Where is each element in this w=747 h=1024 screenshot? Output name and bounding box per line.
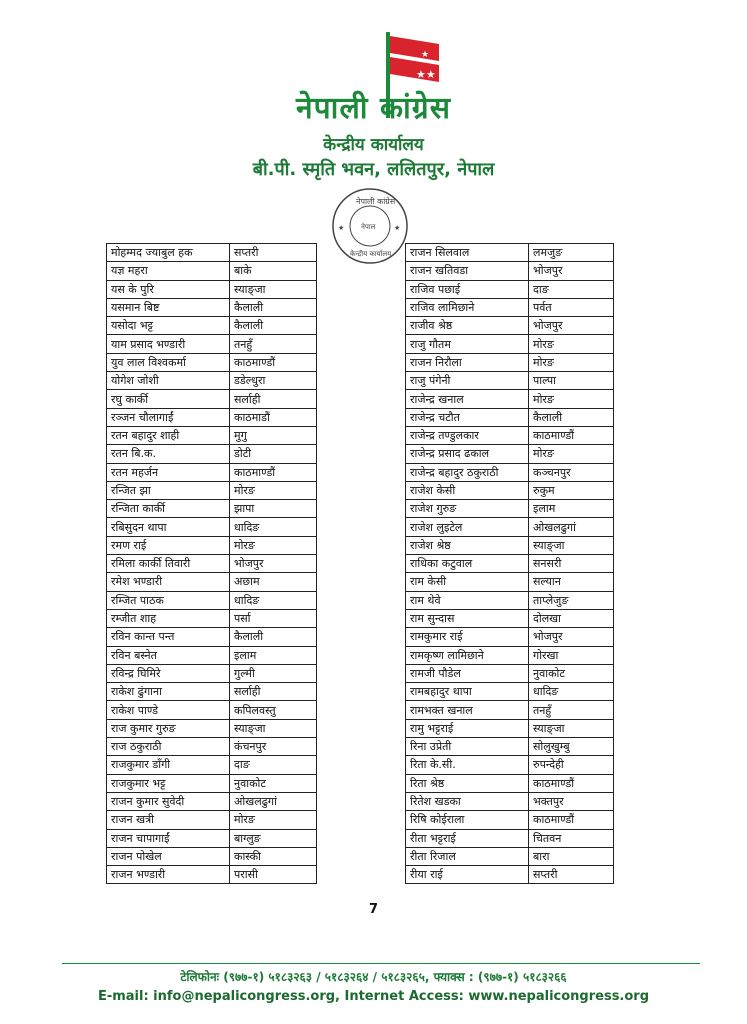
member-district: रुकुम xyxy=(529,481,614,499)
member-district: सप्तरी xyxy=(230,244,317,262)
member-name: रामकृष्ण लामिछाने xyxy=(406,646,529,664)
member-district: कैलाली xyxy=(230,628,317,646)
office-title: केन्द्रीय कार्यालय xyxy=(323,135,424,155)
table-row xyxy=(107,701,317,719)
member-district: मोरङ xyxy=(230,481,317,499)
member-name: योगेश जोशी xyxy=(107,372,230,390)
table-row xyxy=(107,353,317,371)
member-name: राकेश पाण्डे xyxy=(107,701,230,719)
member-district: मोरङ xyxy=(529,353,614,371)
member-name: रमिला कार्की तिवारी xyxy=(107,555,230,573)
table-row xyxy=(406,719,614,737)
member-name: रिता श्रेष्ठ xyxy=(406,774,529,792)
member-district: बाग्लुङ xyxy=(230,829,317,847)
member-name: राजिव लामिछाने xyxy=(406,298,529,316)
table-row xyxy=(406,481,614,499)
member-district: काठमाण्डौं xyxy=(529,774,614,792)
table-row xyxy=(406,463,614,481)
table-row xyxy=(406,390,614,408)
member-district: सप्तरी xyxy=(529,866,614,884)
member-district: झापा xyxy=(230,500,317,518)
member-district: काठमाण्डौं xyxy=(529,426,614,444)
office-seal-stamp xyxy=(330,186,410,266)
table-row xyxy=(107,756,317,774)
member-district: पाल्पा xyxy=(529,372,614,390)
member-name: रामबहादुर थापा xyxy=(406,683,529,701)
member-name: रमेश भण्डारी xyxy=(107,573,230,591)
member-district: मुगु xyxy=(230,426,317,444)
member-district: मोरङ xyxy=(529,335,614,353)
member-district: मोरङ xyxy=(529,445,614,463)
member-district: काठमाण्डौं xyxy=(230,463,317,481)
table-row xyxy=(406,372,614,390)
member-table-right xyxy=(405,243,614,884)
member-district: डोटी xyxy=(230,445,317,463)
member-name: राजन भण्डारी xyxy=(107,866,230,884)
table-row xyxy=(107,829,317,847)
table-row xyxy=(406,298,614,316)
table-row xyxy=(107,609,317,627)
footer-divider xyxy=(62,963,700,964)
table-row xyxy=(107,463,317,481)
member-district: सर्लाही xyxy=(230,683,317,701)
member-name: रविन्द्र घिमिरे xyxy=(107,664,230,682)
table-row xyxy=(107,811,317,829)
table-row xyxy=(406,555,614,573)
member-district: अछाम xyxy=(230,573,317,591)
member-district: पर्सा xyxy=(230,609,317,627)
member-district: लमजुङ xyxy=(529,244,614,262)
member-name: यसमान बिष्ट xyxy=(107,298,230,316)
table-row xyxy=(406,628,614,646)
member-district: सोलुखुम्बु xyxy=(529,738,614,756)
table-row xyxy=(107,683,317,701)
member-district: भोजपुर xyxy=(230,555,317,573)
member-name: राजीव श्रेष्ठ xyxy=(406,317,529,335)
member-district: स्याङ्जा xyxy=(230,280,317,298)
member-name: रतन बि.क. xyxy=(107,445,230,463)
member-name: रम्जीत शाह xyxy=(107,609,230,627)
table-row xyxy=(107,335,317,353)
table-row xyxy=(107,738,317,756)
table-row xyxy=(107,426,317,444)
member-district: ओखलढुगां xyxy=(230,792,317,810)
table-row xyxy=(107,445,317,463)
member-district: दोलखा xyxy=(529,609,614,627)
member-district: स्याङ्जा xyxy=(529,719,614,737)
table-row xyxy=(406,829,614,847)
member-name: राजन पोखेल xyxy=(107,847,230,865)
member-name: राम केसी xyxy=(406,573,529,591)
table-row xyxy=(107,536,317,554)
member-name: रामजी पौडेल xyxy=(406,664,529,682)
member-name: राजेश गुरुङ xyxy=(406,500,529,518)
member-name: रम्जित पाठक xyxy=(107,591,230,609)
member-district: धादिङ xyxy=(230,591,317,609)
member-name: राज कुमार गुरुङ xyxy=(107,719,230,737)
table-row xyxy=(406,811,614,829)
table-row xyxy=(107,372,317,390)
office-address: बी.पी. स्मृति भवन, ललितपुर, नेपाल xyxy=(252,159,495,180)
member-district: काठमाण्डौं xyxy=(230,353,317,371)
table-row xyxy=(107,628,317,646)
member-district: धादिङ xyxy=(529,683,614,701)
member-district: नुवाकोट xyxy=(529,664,614,682)
table-row xyxy=(406,262,614,280)
member-district: बारा xyxy=(529,847,614,865)
member-name: रीता भट्टराई xyxy=(406,829,529,847)
member-name: रतन बहादुर शाही xyxy=(107,426,230,444)
member-name: राम थेवे xyxy=(406,591,529,609)
table-row xyxy=(107,719,317,737)
member-name: राजन खत्री xyxy=(107,811,230,829)
member-district: स्याङ्जा xyxy=(529,536,614,554)
table-row xyxy=(406,866,614,884)
table-row xyxy=(107,847,317,865)
member-name: राजन सिलवाल xyxy=(406,244,529,262)
table-row xyxy=(406,244,614,262)
member-name: राकेश ढुंगाना xyxy=(107,683,230,701)
member-name: राजेन्द्र प्रसाद ढकाल xyxy=(406,445,529,463)
member-name: रितेश खडका xyxy=(406,792,529,810)
table-row xyxy=(406,609,614,627)
table-row xyxy=(406,774,614,792)
member-district: इलाम xyxy=(230,646,317,664)
member-district: सनसरी xyxy=(529,555,614,573)
member-name: राजेन्द्र चटौत xyxy=(406,408,529,426)
member-district: सर्लाही xyxy=(230,390,317,408)
member-name: राजन कुमार सुवेदी xyxy=(107,792,230,810)
member-name: रघु कार्की xyxy=(107,390,230,408)
member-district: रुपन्देही xyxy=(529,756,614,774)
member-district: परासी xyxy=(230,866,317,884)
table-row xyxy=(406,445,614,463)
table-row xyxy=(107,390,317,408)
member-name: यज्ञ महरा xyxy=(107,262,230,280)
member-district: कास्की xyxy=(230,847,317,865)
member-district: नुवाकोट xyxy=(230,774,317,792)
table-row xyxy=(406,664,614,682)
member-name: राजु गौतम xyxy=(406,335,529,353)
member-name: रविन बस्नेत xyxy=(107,646,230,664)
table-row xyxy=(107,573,317,591)
member-district: कञ्चनपुर xyxy=(529,463,614,481)
member-district: मोरङ xyxy=(230,536,317,554)
member-district: मोरङ xyxy=(230,811,317,829)
page-number: 7 xyxy=(368,902,379,917)
table-row xyxy=(406,280,614,298)
member-name: रमण राई xyxy=(107,536,230,554)
member-district: गुल्मी xyxy=(230,664,317,682)
table-row xyxy=(406,646,614,664)
member-district: काठमाडौं xyxy=(230,408,317,426)
table-row xyxy=(107,646,317,664)
member-district: मोरङ xyxy=(529,390,614,408)
member-name: याम प्रसाद भण्डारी xyxy=(107,335,230,353)
member-name: यस के पुरि xyxy=(107,280,230,298)
member-district: सल्यान xyxy=(529,573,614,591)
footer-contact: टेलिफोनः (९७७-१) ५१८३२६३ / ५१८३२६४ / ५१८३२६५, फ्याक्स : (९७७-१) ५१८३२६६ xyxy=(180,970,567,984)
member-name: रन्जित झा xyxy=(107,481,230,499)
member-district: भक्तपुर xyxy=(529,792,614,810)
member-name: रिषि कोईराला xyxy=(406,811,529,829)
member-district: स्याङ्जा xyxy=(230,719,317,737)
member-name: राजेश श्रेष्ठ xyxy=(406,536,529,554)
member-name: रतन महर्जन xyxy=(107,463,230,481)
member-name: राजकुमार भट्ट xyxy=(107,774,230,792)
table-row xyxy=(107,244,317,262)
member-district: भोजपुर xyxy=(529,317,614,335)
table-row xyxy=(406,335,614,353)
seal-text-center: नेपाल xyxy=(361,223,376,231)
table-row xyxy=(107,591,317,609)
table-row xyxy=(406,500,614,518)
member-name: राजेन्द्र खनाल xyxy=(406,390,529,408)
member-district: धादिङ xyxy=(230,518,317,536)
table-row xyxy=(406,573,614,591)
member-district: कंचनपुर xyxy=(230,738,317,756)
member-district: भोजपुर xyxy=(529,628,614,646)
seal-text-top: नेपाली कांग्रेस xyxy=(356,197,396,206)
svg-text:★: ★ xyxy=(338,224,345,232)
member-name: राजन खतिवडा xyxy=(406,262,529,280)
table-row xyxy=(406,353,614,371)
table-row xyxy=(107,500,317,518)
table-row xyxy=(107,298,317,316)
svg-text:★: ★ xyxy=(394,224,401,232)
table-row xyxy=(406,518,614,536)
member-district: ओखलढुगां xyxy=(529,518,614,536)
member-table-left xyxy=(106,243,317,884)
organization-name: नेपाली कांग्रेस xyxy=(295,91,452,126)
table-row xyxy=(406,426,614,444)
footer-email: E-mail: info@nepalicongress.org, Internet Access: www.nepalicongress.org xyxy=(97,989,650,1004)
member-district: इलाम xyxy=(529,500,614,518)
table-row xyxy=(406,683,614,701)
table-row xyxy=(406,591,614,609)
member-name: राजेन्द्र तण्डुलकार xyxy=(406,426,529,444)
table-row xyxy=(107,262,317,280)
member-district: भोजपुर xyxy=(529,262,614,280)
member-name: राजेश केसी xyxy=(406,481,529,499)
member-name: रिना उप्रेती xyxy=(406,738,529,756)
member-name: राजकुमार डाँगी xyxy=(107,756,230,774)
member-name: रबिसुदन थापा xyxy=(107,518,230,536)
member-district: बाके xyxy=(230,262,317,280)
member-name: रिता के.सी. xyxy=(406,756,529,774)
member-district: कैलाली xyxy=(230,298,317,316)
member-district: पर्वत xyxy=(529,298,614,316)
member-district: कैलाली xyxy=(230,317,317,335)
table-row xyxy=(107,518,317,536)
member-district: दाङ xyxy=(230,756,317,774)
member-district: काठमाण्डौं xyxy=(529,811,614,829)
table-row xyxy=(406,847,614,865)
member-name: रामकुमार राई xyxy=(406,628,529,646)
table-row xyxy=(107,317,317,335)
table-row xyxy=(406,536,614,554)
member-name: युव लाल विश्वकर्मा xyxy=(107,353,230,371)
table-row xyxy=(406,756,614,774)
member-name: राजेश लुइटेल xyxy=(406,518,529,536)
member-name: राधिका कटुवाल xyxy=(406,555,529,573)
table-row xyxy=(406,792,614,810)
member-district: डडेल्धुरा xyxy=(230,372,317,390)
member-name: राजिव पछाई xyxy=(406,280,529,298)
member-name: रीता रिजाल xyxy=(406,847,529,865)
table-row xyxy=(406,738,614,756)
member-district: तनहुँ xyxy=(230,335,317,353)
member-name: रन्जिता कार्की xyxy=(107,500,230,518)
member-name: राजन निरौला xyxy=(406,353,529,371)
table-row xyxy=(107,555,317,573)
table-row xyxy=(107,774,317,792)
svg-text:★★: ★★ xyxy=(416,68,436,81)
table-row xyxy=(107,408,317,426)
member-name: यसोदा भट्ट xyxy=(107,317,230,335)
member-district: गोरखा xyxy=(529,646,614,664)
table-row xyxy=(406,701,614,719)
member-name: रामु भट्टराई xyxy=(406,719,529,737)
table-row xyxy=(406,408,614,426)
member-name: राजन चापागाईं xyxy=(107,829,230,847)
seal-text-bottom: केन्द्रीय कार्यालय xyxy=(350,250,392,258)
member-name: राम सुन्दास xyxy=(406,609,529,627)
table-row xyxy=(406,317,614,335)
member-district: दाङ xyxy=(529,280,614,298)
member-name: रविन कान्त पन्त xyxy=(107,628,230,646)
member-name: राजु पंगेनी xyxy=(406,372,529,390)
member-name: रञ्जन चौलागाईं xyxy=(107,408,230,426)
member-district: तनहुँ xyxy=(529,701,614,719)
member-name: राज ठकुराठी xyxy=(107,738,230,756)
member-name: राजेन्द्र बहादुर ठकुराठी xyxy=(406,463,529,481)
table-row xyxy=(107,280,317,298)
table-row xyxy=(107,792,317,810)
member-name: रामभक्त खनाल xyxy=(406,701,529,719)
member-district: कैलाली xyxy=(529,408,614,426)
table-row xyxy=(107,866,317,884)
member-district: ताप्लेजुङ xyxy=(529,591,614,609)
member-district: कपिलवस्तु xyxy=(230,701,317,719)
member-name: मोहम्मद ज्याबुल हक xyxy=(107,244,230,262)
table-row xyxy=(107,664,317,682)
svg-text:★: ★ xyxy=(421,50,430,60)
member-name: रीया राई xyxy=(406,866,529,884)
member-district: चितवन xyxy=(529,829,614,847)
table-row xyxy=(107,481,317,499)
